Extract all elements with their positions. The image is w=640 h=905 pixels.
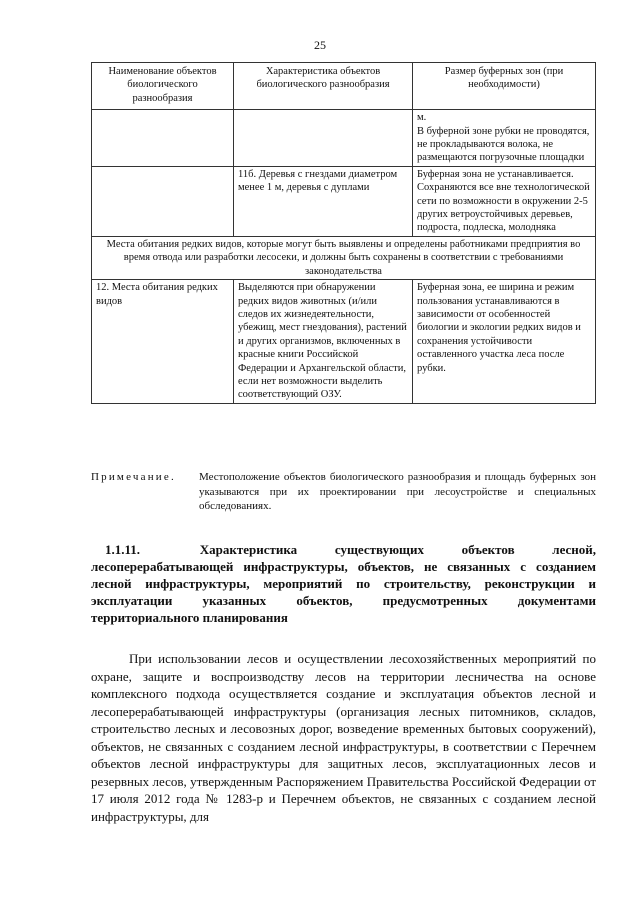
cell-11b-col3: Буферная зона не устанавливается. Сохраняются все вне технологической сети по возможности в окружении 2-5 других ветроустойчивых деревьев, подроста, подлеска, молодняка (413, 166, 596, 236)
table-header-row (92, 63, 596, 110)
cell-12-col3: Буферная зона, ее ширина и режим пользования устанавливаются в зависимости от особенностей биологии и экологии редких видов и сохранения устойчивости оставленного участка леса после рубки. (413, 280, 596, 404)
cell-merged-rare-habitats: Места обитания редких видов, которые могут быть выявлены и определены работниками предприятия во время отвода или разработки лесосеки, и должны быть сохранены в соответствии с требованиями законодательства (92, 236, 596, 279)
header-object-name: Наименование объектов биологического разнообразия (92, 63, 234, 110)
cell-continued-col2 (234, 110, 413, 167)
section-title: Характеристика существующих объектов лесной, лесоперерабатывающей инфраструктуры, объектов, не связанных с созданием лесной инфраструктуры, мероприятий по строительству, реконструкции и эксплуатации указанных объектов, предусмотренных документами территориального планирования (91, 542, 596, 625)
cell-12-col1: 12. Места обитания редких видов (92, 280, 234, 404)
cell-11b-col2: 11б. Деревья с гнездами диаметром менее 1 м, деревья с дуплами (234, 166, 413, 236)
table-row-continued (92, 110, 596, 167)
cell-11b-col1 (92, 166, 234, 236)
header-characteristic: Характеристика объектов биологического разнообразия (234, 63, 413, 110)
section-number: 1.1.11. (105, 542, 141, 557)
cell-12-col2: Выделяются при обнаружении редких видов животных (и/или следов их жизнедеятельности, убежищ, мест гнездования), растений и других организмов, включенных в красные книги Российской Федерации и Архангельской области, если нет возможности выделить соответствующий ОЗУ. (234, 280, 413, 404)
table-row-12 (92, 280, 596, 404)
biodiversity-table (91, 62, 596, 404)
table-merged-row (92, 236, 596, 279)
cell-continued-col1 (92, 110, 234, 167)
body-paragraph: При использовании лесов и осуществлении лесохозяйственных мероприятий по охране, защите и воспроизводству лесов на территории лесничества на основе комплексного подхода осуществляется создание и эксплуатация объектов лесной и лесоперерабатывающей инфраструктуры (организация лесных питомников, складов, строительство лесных и лесовозных дорог, возведение временных бытовых сооружений), объектов, не связанных с созданием лесной инфраструктуры, в соответствии с Перечнем объектов лесной инфраструктуры для защитных лесов, эксплуатационных лесов и резервных лесов, утвержденным Распоряжением Правительства Российской Федерации от 17 июля 2012 года № 1283-р и Перечнем объектов, не связанных с созданием лесной инфраструктуры, для (91, 651, 596, 824)
header-buffer-size: Размер буферных зон (при необходимости) (413, 63, 596, 110)
table-row-11b (92, 166, 596, 236)
section-heading (91, 541, 596, 626)
note-label: Примечание. (91, 471, 176, 483)
cell-continued-col3: м. В буферной зоне рубки не проводятся, не прокладываются волока, не размещаются погрузочные площадки (413, 110, 596, 167)
note-text: Местоположение объектов биологического разнообразия и площадь буферных зон указываются при их проектировании при лесоустройстве и специальных обследованиях. (199, 471, 596, 512)
page-number: 25 (314, 38, 326, 52)
